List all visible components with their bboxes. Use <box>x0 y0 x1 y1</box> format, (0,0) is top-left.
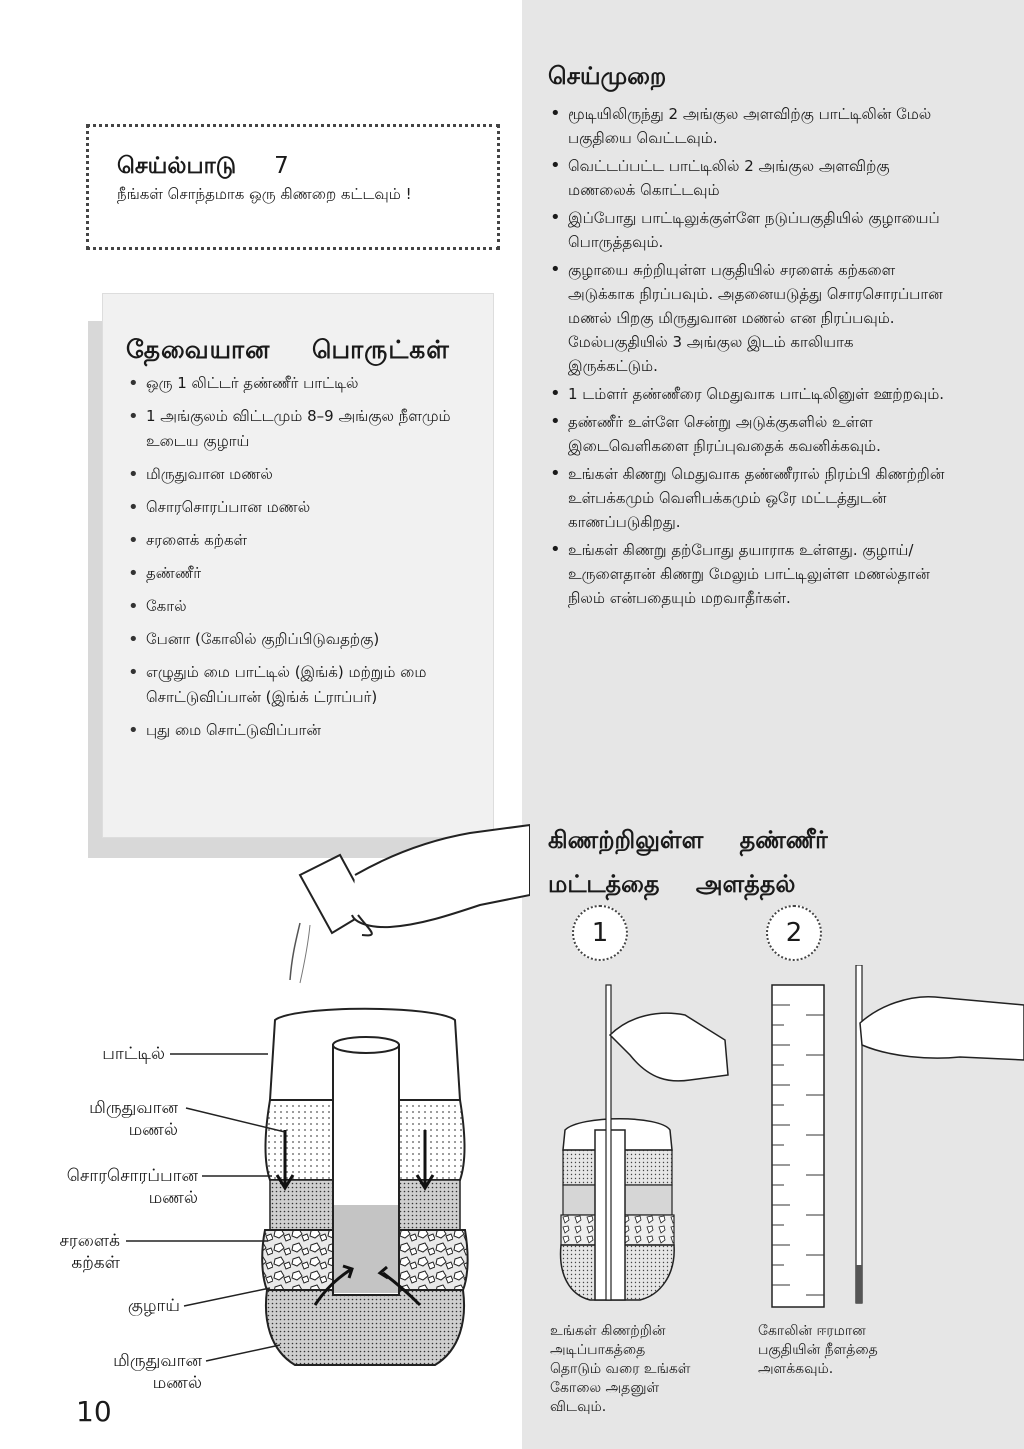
label-fine-sand-top: மிருதுவான மணல் <box>89 1098 178 1140</box>
activity-number: 7 <box>274 153 289 179</box>
list-item: • 1 அங்குலம் விட்டமும் 8–9 அங்குல நீளமும் உடைய குழாய் <box>126 404 486 454</box>
list-item: • கோல் <box>126 594 486 619</box>
list-item: • இப்போது பாட்டிலுக்குள்ளே நடுப்பகுதியில் குழாயைப் பொருத்தவும். <box>548 206 948 254</box>
activity-description: நீங்கள் சொந்தமாக ஒரு கிணறை கட்டவும் ! <box>117 185 412 203</box>
list-item: • வெட்டப்பட்ட பாட்டிலில் 2 அங்குல அளவிற்கு மணலைக் கொட்டவும் <box>548 154 948 202</box>
step-2-caption: கோலின் ஈரமான பகுதியின் நீளத்தை அளக்கவும். <box>758 1323 878 1377</box>
list-item: • புது மை சொட்டுவிப்பான் <box>126 718 486 743</box>
label-fine-sand-bottom: மிருதுவான மணல் <box>113 1351 202 1393</box>
materials-title: தேவையான பொருட்கள் <box>126 335 450 364</box>
activity-title-text: செய்ல்பாடு <box>117 153 237 179</box>
list-item: • பேனா (கோலில் குறிப்பிடுவதற்கு) <box>126 627 486 652</box>
step-2-badge: 2 <box>766 905 822 961</box>
step-1-badge: 1 <box>572 905 628 961</box>
measure-title: கிணற்றிலுள்ள தண்ணீர் மட்டத்தை அளத்தல் <box>548 826 828 898</box>
list-item: • தண்ணீர் <box>126 561 486 586</box>
list-item: • 1 டம்ளர் தண்ணீரை மெதுவாக பாட்டிலினுள் ஊற்றவும். <box>548 382 948 406</box>
step-2-illustration <box>760 965 1024 1320</box>
label-bottle: பாட்டில் <box>102 1044 165 1064</box>
list-item: • சரளைக் கற்கள் <box>126 528 486 553</box>
page-number: 10 <box>76 1395 112 1428</box>
list-item: • தண்ணீர் உள்ளே சென்று அடுக்குகளில் உள்ள இடைவெளிகளை நிரப்புவதைக் கவனிக்கவும். <box>548 410 948 458</box>
step-1-caption: உங்கள் கிணற்றின் அடிப்பாகத்தை தொடும் வரை உங்கள் கோலை அதனுள் விடவும். <box>550 1323 691 1415</box>
list-item: • உங்கள் கிணறு தற்போது தயாராக உள்ளது. குழாய்/ உருளைதான் கிணறு மேலும் பாட்டிலுள்ள மணல்தான் நிலம் என்பதையும் மறவாதீர்கள். <box>548 538 948 610</box>
label-pipe: குழாய் <box>127 1296 180 1316</box>
list-item: • சொரசொரப்பான மணல் <box>126 495 486 520</box>
list-item: • மிருதுவான மணல் <box>126 462 486 487</box>
list-item: • மூடியிலிருந்து 2 அங்குல அளவிற்கு பாட்டிலின் மேல் பகுதியை வெட்டவும். <box>548 102 948 150</box>
step-1-illustration <box>550 965 740 1320</box>
list-item: • உங்கள் கிணறு மெதுவாக தண்ணீரால் நிரம்பி கிணற்றின் உள்பக்கமும் வெளிபக்கமும் ஒரே மட்டத்துடன் காணப்படுகிறது. <box>548 462 948 534</box>
list-item: • எழுதும் மை பாட்டில் (இங்க்) மற்றும் மை சொட்டுவிப்பான் (இங்க் ட்ராப்பர்) <box>126 660 486 710</box>
list-item: • குழாயை சுற்றியுள்ள பகுதியில் சரளைக் கற்களை அடுக்காக நிரப்பவும். அதனையடுத்து சொரசொரப்பான மணல் பிறகு மிருதுவான மணல் என நிரப்பவும். மேல்பகுதியில் 3 அங்குல இடம் காலியாக இருக்கட்டும். <box>548 258 948 378</box>
label-gravel: சரளைக் கற்கள் <box>59 1231 120 1273</box>
label-coarse-sand: சொரசொரப்பான மணல் <box>66 1166 198 1208</box>
procedure-list <box>548 102 948 614</box>
procedure-title: செய்முறை <box>548 62 667 90</box>
list-item: • ஒரு 1 லிட்டர் தண்ணீர் பாட்டில் <box>126 371 486 396</box>
